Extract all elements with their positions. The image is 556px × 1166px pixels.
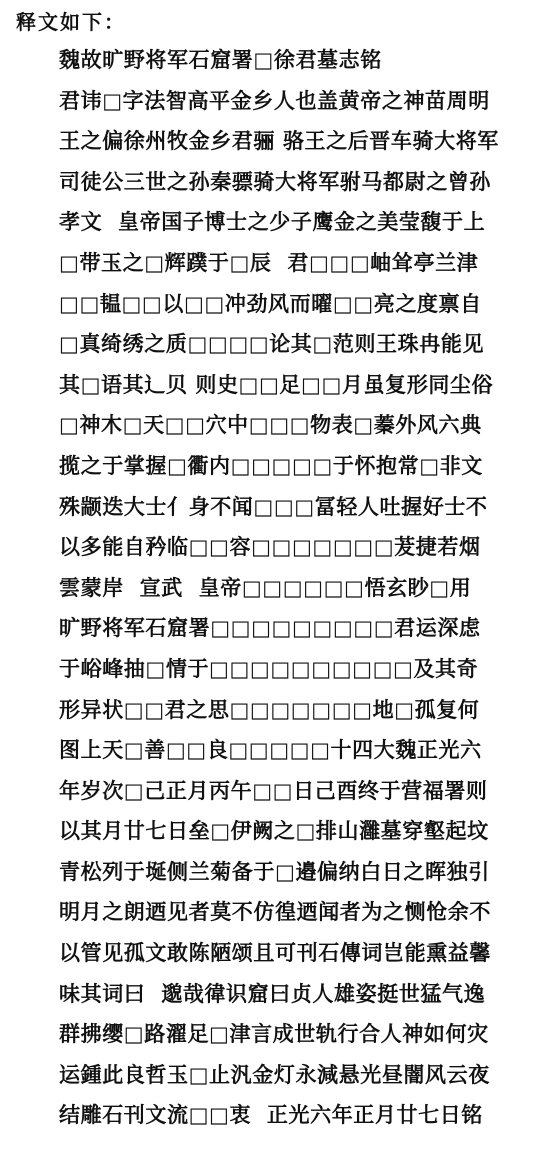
text-line: 揽之于掌握□衢内□□□□□于怀抱常□非文 xyxy=(59,452,483,478)
text-line: 司徒公三世之孙秦骠骑大将军驸马都尉之曾孙 xyxy=(59,168,491,194)
text-line: □真绮绣之质□□□□论其□范则王珠冉能见 xyxy=(59,331,485,357)
text-line: 王之偏徐州牧金乡君骊 骆王之后晋车骑大将军 xyxy=(59,128,499,154)
text-line: 魏故旷野将军石窟署□徐君墓志铭 xyxy=(59,47,382,72)
text-line: 雲蒙岸 宣武 皇帝□□□□□□悟玄眇□用 xyxy=(59,574,472,600)
text-line: 其□语其辶贝 则史□□足□□月虽复形同尘俗 xyxy=(59,371,494,397)
text-line: 年岁次□己正月丙午□□日己酉终于营福署则 xyxy=(59,777,488,803)
text-line: 殊颛迭大士亻身不闻□□□冨轻人吐握好士不 xyxy=(59,493,488,519)
text-line: 形异状□□君之思□□□□□□□地□孤复何 xyxy=(59,696,480,722)
text-line: 以管见孤文敢陈陋颂且可刊石傳词岂能熏益馨 xyxy=(59,940,491,966)
text-line: 君讳□字法智高平金乡人也盖黄帝之神苗周明 xyxy=(59,87,490,113)
text-line: 孝文 皇帝国子博士之少子鹰金之美莹馥于上 xyxy=(59,209,486,235)
text-line: 群拂缨□路濯足□津言成世轨行合人神如何灾 xyxy=(59,1021,489,1047)
text-line: 旷野将军石窟署□□□□□□□□□君运深虑 xyxy=(59,615,481,641)
text-line: 以其月廿七日垒□伊阙之□排山灉墓穿壑起坟 xyxy=(59,818,489,844)
text-line: 以多能自矜临□□容□□□□□□□茇捷若烟 xyxy=(59,534,481,560)
text-line: 于峪峰抽□情于□□□□□□□□□□及其奇 xyxy=(59,655,479,681)
text-line: 味其词曰 邈哉徫识窟曰贞人雄姿挺世猛气逸 xyxy=(59,980,486,1006)
transcription-body xyxy=(59,40,499,1136)
text-line: 运鍾此良哲玉□止汎金灯永減悬光昼闇风云夜 xyxy=(59,1061,490,1087)
text-line: □□韫□□以□□冲劲风而曜□□亮之度禀自 xyxy=(59,290,482,316)
text-line: 图上天□善□□良□□□□□十四大魏正光六 xyxy=(59,737,482,763)
text-line: □神木□天□□穴中□□□物表□蓁外风六典 xyxy=(59,412,482,438)
text-line: 结雕石刊文流□□衷 正光六年正月廿七日铭 xyxy=(59,1102,483,1128)
text-line: 明月之朗迺见者莫不仿徨迺闻者为之恻怆余不 xyxy=(59,899,491,925)
text-line: □带玉之□辉蹼于□辰 君□□□岫耸亭兰津 xyxy=(59,249,479,275)
text-line: 青松列于埏侧兰菊备于□邉偏纳白日之晖独引 xyxy=(59,858,490,884)
transcription-heading: 释文如下： xyxy=(16,10,126,34)
